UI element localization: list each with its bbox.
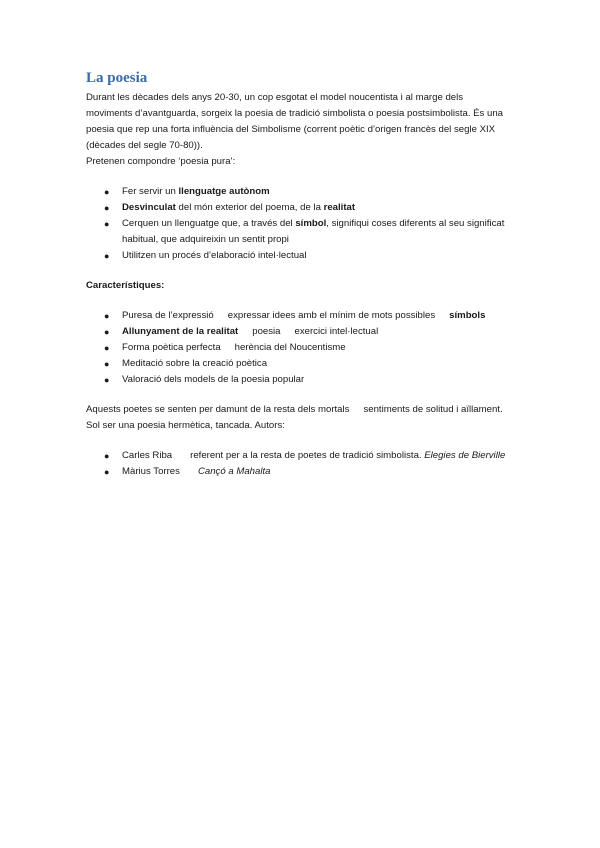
list-item: ● Carles Riba referent per a la resta de poetes de tradició simbolista. Elegies de Bierville <box>86 448 506 464</box>
poesia-pura-list <box>86 184 506 264</box>
caracteristiques-heading: Característiques: <box>86 280 165 291</box>
list-item: ● Utilitzen un procés d’elaboració intel·lectual <box>86 248 506 264</box>
bullet-icon: ● <box>104 311 110 321</box>
autors-list <box>86 448 506 480</box>
bullet-icon: ● <box>104 467 110 477</box>
bullet-icon: ● <box>104 203 110 213</box>
list-item: ● Meditació sobre la creació poètica <box>86 356 506 372</box>
list-item: ● Forma poètica perfecta herència del Noucentisme <box>86 340 506 356</box>
list-item: ● Fer servir un llenguatge autònom <box>86 184 506 200</box>
bullet-icon: ● <box>104 327 110 337</box>
pretenen-line: Pretenen compondre ‘poesia pura’: <box>86 156 236 167</box>
bullet-icon: ● <box>104 375 110 385</box>
bullet-icon: ● <box>104 343 110 353</box>
list-item: ● Puresa de l’expressió expressar idees amb el mínim de mots possibles símbols <box>86 308 506 324</box>
list-item: ● Allunyament de la realitat poesia exercici intel·lectual <box>86 324 506 340</box>
bullet-icon: ● <box>104 451 110 461</box>
bullet-icon: ● <box>104 251 110 261</box>
bullet-icon: ● <box>104 187 110 197</box>
document-page <box>86 70 506 480</box>
list-item: ● Cerquen un llenguatge que, a través del símbol, signifiqui coses diferents al seu significat habitual, que adquireixin un sentit propi <box>104 218 505 245</box>
list-item: ● Valoració dels models de la poesia popular <box>86 372 506 388</box>
bullet-icon: ● <box>104 219 110 229</box>
list-item: ● Màrius Torres Cançó a Mahalta <box>86 464 506 480</box>
list-item: ● Desvinculat del món exterior del poema, de la realitat <box>86 200 506 216</box>
aquests-paragraph: Aquests poetes se senten per damunt de la resta dels mortals sentiments de solitud i aïllament. Sol ser una poesia hermètica, tancada. Autors: <box>86 404 503 431</box>
intro-paragraph: Durant les dècades dels anys 20-30, un cop esgotat el model noucentista i al marge dels moviments d’avantguarda, sorgeix la poesia de tradició simbolista o poesia postsimbolista. És una poesia que rep una forta influència del Simbolisme (corrent poètic d’origen francès del segle XIX (dècades del segle 70-80)). <box>86 92 504 151</box>
page-title: La poesia <box>86 70 148 86</box>
caracteristiques-list <box>86 308 506 388</box>
bullet-icon: ● <box>104 359 110 369</box>
